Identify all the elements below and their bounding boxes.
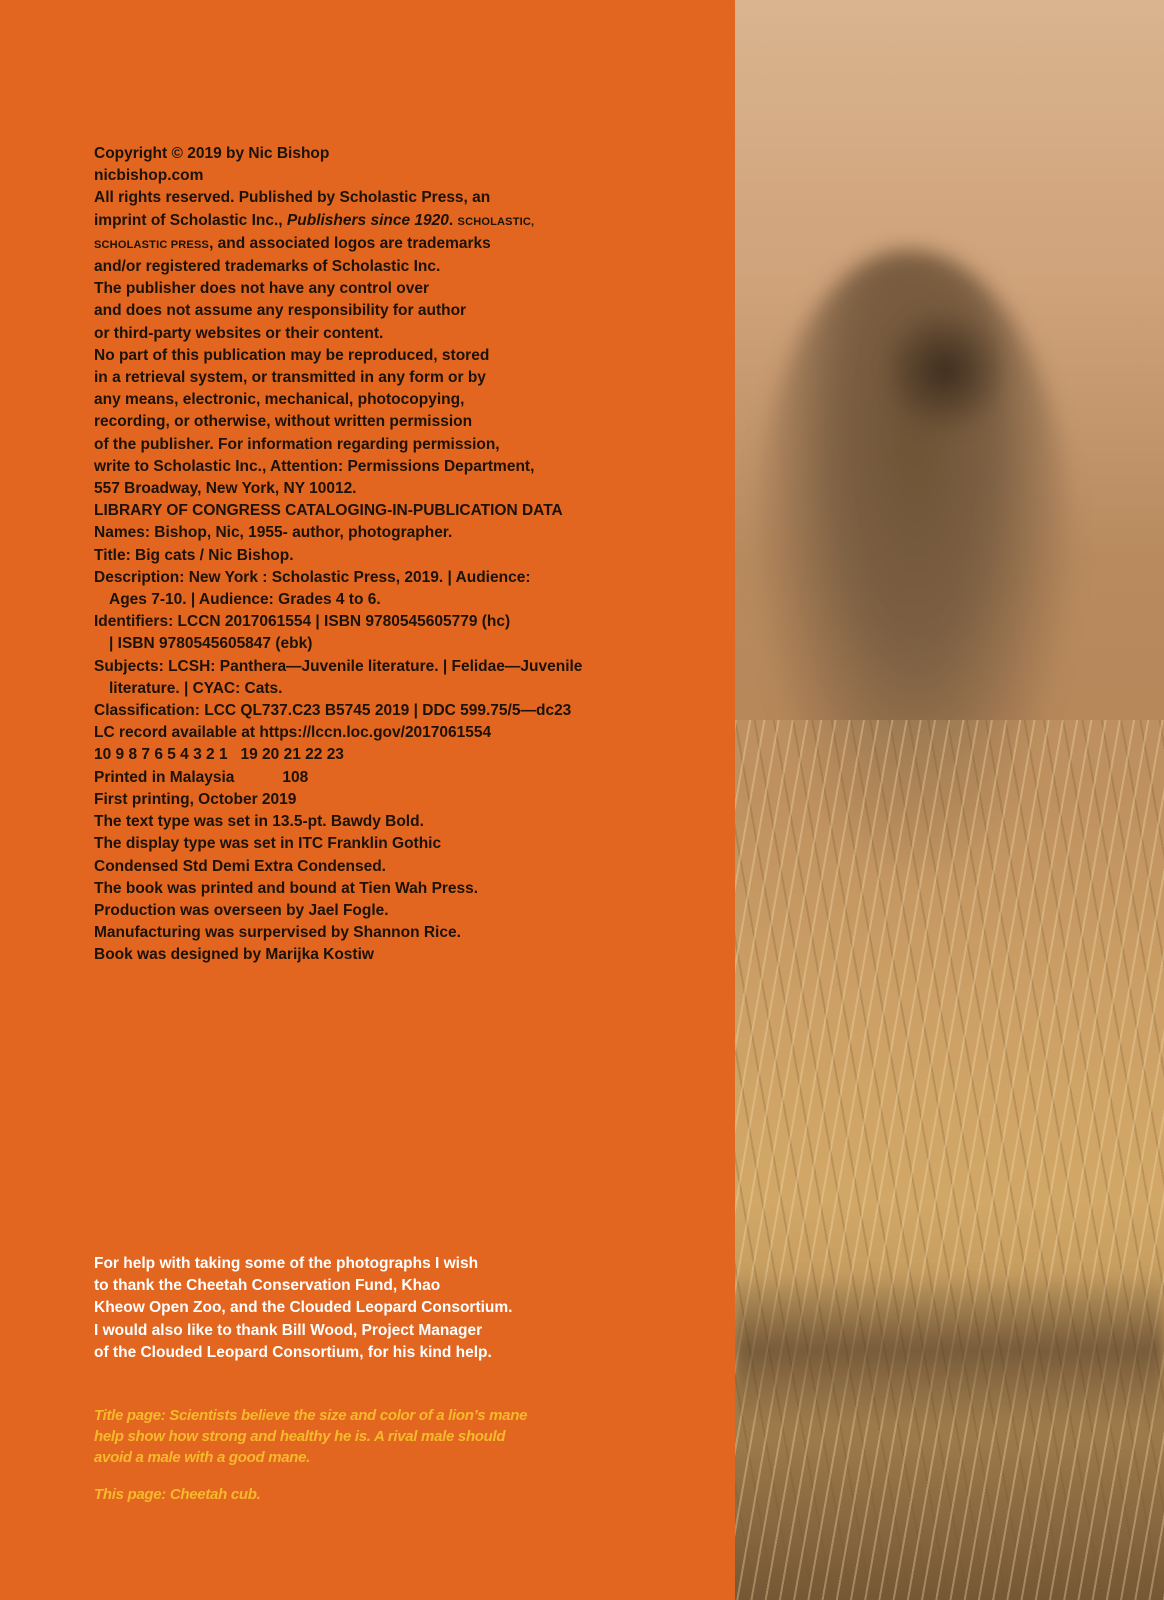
acknowledgments-line: I would also like to thank Bill Wood, Project Manager xyxy=(94,1321,483,1339)
rights-line xyxy=(94,233,714,256)
rights-block xyxy=(94,187,714,278)
author-website: nicbishop.com xyxy=(94,167,204,185)
rights-text: , and associated logos are trademarks xyxy=(209,234,491,252)
colophon-line: Production was overseen by Jael Fogle. xyxy=(94,901,389,919)
cip-description: Description: New York : Scholastic Press, 2019. | Audience: xyxy=(94,568,531,586)
this-page-caption xyxy=(94,1484,714,1505)
rights-text: . xyxy=(448,211,458,229)
disclaimer-line: or third-party websites or their content. xyxy=(94,324,384,342)
acknowledgments-line: For help with taking some of the photographs I wish xyxy=(94,1255,479,1272)
trademark-name: SCHOLASTIC PRESS xyxy=(94,238,210,251)
acknowledgments-line: to thank the Cheetah Conservation Fund, Khao xyxy=(94,1277,441,1295)
cip-description-cont: Ages 7-10. | Audience: Grades 4 to 6. xyxy=(109,591,381,609)
rights-line: All rights reserved. Published by Scholastic Press, an xyxy=(94,189,491,207)
cip-title: Title: Big cats / Nic Bishop. xyxy=(94,546,294,564)
disclaimer-line: and does not assume any responsibility for author xyxy=(94,302,467,320)
permissions-line: 557 Broadway, New York, NY 10012. xyxy=(94,480,357,498)
colophon-line: Manufacturing was surpervised by Shannon Rice. xyxy=(94,924,461,942)
disclaimer-line: The publisher does not have any control over xyxy=(94,280,430,298)
rights-line xyxy=(94,210,714,233)
cheetah-cub-photo xyxy=(735,0,1164,1600)
cip-names: Names: Bishop, Nic, 1955- author, photographer. xyxy=(94,524,453,542)
trademark-name: SCHOLASTIC, xyxy=(457,215,535,228)
rights-text: imprint of Scholastic Inc., xyxy=(94,211,287,229)
printed-in-line xyxy=(94,767,714,789)
photo-blurred-head xyxy=(885,300,1005,440)
colophon-line: The display type was set in ITC Franklin Gothic xyxy=(94,835,442,853)
acknowledgments-line: of the Clouded Leopard Consortium, for his kind help. xyxy=(94,1343,492,1361)
cip-identifiers: Identifiers: LCCN 2017061554 | ISBN 9780545605779 (hc) xyxy=(94,613,511,631)
permissions-block xyxy=(94,345,714,500)
cip-subjects: Subjects: LCSH: Panthera—Juvenile literature. | Felidae—Juvenile xyxy=(94,657,583,675)
colophon-line: The book was printed and bound at Tien Wah Press. xyxy=(94,879,479,897)
first-printing-line: First printing, October 2019 xyxy=(94,790,297,808)
rights-tagline: Publishers since 1920 xyxy=(286,211,449,229)
copyright-line: Copyright © 2019 by Nic Bishop xyxy=(94,145,330,162)
caption-line: This page: Cheetah cub. xyxy=(94,1486,261,1503)
permissions-line: any means, electronic, mechanical, photocopying, xyxy=(94,391,465,409)
colophon-block xyxy=(94,811,714,966)
printing-number-line: 10 9 8 7 6 5 4 3 2 1 19 20 21 22 23 xyxy=(94,746,344,764)
permissions-line: No part of this publication may be reproduced, stored xyxy=(94,346,490,364)
caption-line: Title page: Scientists believe the size and color of a lion’s mane xyxy=(94,1407,528,1424)
title-page-caption xyxy=(94,1405,714,1468)
printing-line-block xyxy=(94,744,714,766)
rights-line: and/or registered trademarks of Scholastic Inc. xyxy=(94,258,441,276)
printed-country: Printed in Malaysia xyxy=(94,768,235,786)
caption-line: avoid a male with a good mane. xyxy=(94,1449,311,1466)
printed-block xyxy=(94,767,714,811)
cip-classification: Classification: LCC QL737.C23 B5745 2019 | DDC 599.75/5—dc23 xyxy=(94,702,572,720)
cip-identifiers-cont: | ISBN 9780545605847 (ebk) xyxy=(109,635,313,653)
permissions-line: in a retrieval system, or transmitted in any form or by xyxy=(94,369,486,387)
cip-record: LC record available at https://lccn.loc.gov/2017061554 xyxy=(94,724,492,742)
colophon-line: The text type was set in 13.5-pt. Bawdy Bold. xyxy=(94,813,424,831)
caption-line: help show how strong and healthy he is. A rival male should xyxy=(94,1428,506,1445)
cip-subjects-cont: literature. | CYAC: Cats. xyxy=(109,679,283,697)
cip-block xyxy=(94,500,714,744)
acknowledgments-line: Kheow Open Zoo, and the Clouded Leopard Consortium. xyxy=(94,1299,513,1317)
cip-heading: LIBRARY OF CONGRESS CATALOGING-IN-PUBLICATION DATA xyxy=(94,502,563,520)
colophon-line: Condensed Std Demi Extra Condensed. xyxy=(94,857,386,875)
permissions-line: of the publisher. For information regarding permission, xyxy=(94,435,500,453)
disclaimer-block xyxy=(94,278,714,345)
copyright-block xyxy=(94,143,714,187)
acknowledgments-block xyxy=(94,1253,714,1364)
photo-grass xyxy=(735,720,1164,1600)
printer-code: 108 xyxy=(282,768,309,786)
photo-ground-shadow xyxy=(735,1270,1164,1430)
copyright-text-column xyxy=(94,143,714,967)
colophon-line: Book was designed by Marijka Kostiw xyxy=(94,946,374,964)
permissions-line: recording, or otherwise, without written permission xyxy=(94,413,473,431)
permissions-line: write to Scholastic Inc., Attention: Permissions Department, xyxy=(94,457,535,475)
